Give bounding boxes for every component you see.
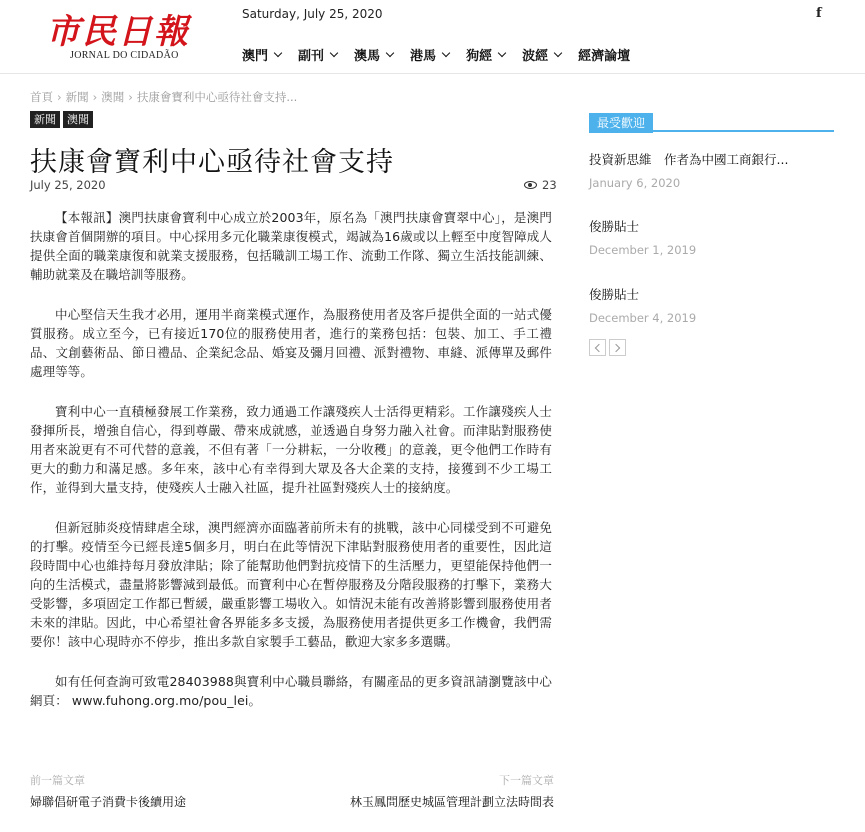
nav-label: 經濟論壇 xyxy=(578,48,631,64)
chevron-left-icon xyxy=(595,343,603,351)
popular-heading-label: 最受歡迎 xyxy=(589,113,653,133)
popular-item-title[interactable]: 投資新思維 作者為中國工商銀行... xyxy=(589,152,789,167)
logo-portuguese: JORNAL DO CIDADÃO xyxy=(70,50,179,61)
popular-pager xyxy=(589,339,629,356)
popular-item xyxy=(589,150,829,190)
next-article-label: 下一篇文章 xyxy=(499,774,554,787)
site-logo[interactable] xyxy=(46,4,196,66)
nav-label: 副刊 xyxy=(298,48,325,64)
view-count-value: 23 xyxy=(542,178,557,192)
nav-label: 澳馬 xyxy=(354,48,381,64)
chevron-down-icon xyxy=(386,49,394,57)
article-title: 扶康會寶利中心亟待社會支持 xyxy=(30,147,394,178)
breadcrumb-macau-news[interactable]: 澳聞 xyxy=(101,90,125,104)
eye-icon xyxy=(524,181,537,189)
article-paragraph: 中心堅信天生我才必用，運用半商業模式運作，為服務使用者及客戶提供全面的一站式優質服務。成立至今，已有接近170位的服務使用者，進行的業務包括：包裝、加工、手工禮品、文創藝術品、節日禮品、企業紀念品、婚宴及彌月回禮、派對禮物、車縫、派傳單及郵件處理等等。 xyxy=(30,307,552,379)
breadcrumb xyxy=(30,89,297,105)
article-body xyxy=(30,208,552,731)
popular-heading xyxy=(589,112,834,132)
facebook-icon[interactable]: f xyxy=(816,6,822,21)
article-paragraph: 如有任何查詢可致電28403988與寶利中心職員聯絡，有關產品的更多資訊請瀏覽該中心網頁： www.fuhong.org.mo/pou_lei。 xyxy=(30,674,552,708)
chevron-down-icon xyxy=(442,49,450,57)
breadcrumb-current: 扶康會寶利中心亟待社會支持... xyxy=(136,90,298,104)
article-paragraph: 【本報訊】澳門扶康會寶利中心成立於2003年，原名為「澳門扶康會寶翠中心」，是澳門扶康會首個開辦的項目。中心採用多元化職業康復模式，竭誠為16歲或以上輕至中度智障成人提供全面的職業康復和就業支援服務，包括職訓工場工作、流動工作隊、獨立生活技能訓練、輔助就業及在職培訓等服務。 xyxy=(30,210,552,282)
view-count xyxy=(524,178,557,192)
chevron-right-icon xyxy=(612,343,620,351)
breadcrumb-news[interactable]: 新聞 xyxy=(65,90,89,104)
breadcrumb-separator: › xyxy=(92,90,98,104)
next-article-link[interactable]: 林玉鳳問歷史城區管理計劃立法時間表 xyxy=(349,795,554,809)
chevron-down-icon xyxy=(330,49,338,57)
popular-item-title[interactable]: 俊勝貼士 xyxy=(589,219,640,234)
chevron-down-icon xyxy=(498,49,506,57)
tag-macau-news[interactable]: 澳聞 xyxy=(63,111,93,128)
breadcrumb-separator: › xyxy=(57,90,62,104)
nav-label: 波經 xyxy=(522,48,549,64)
nav-label: 狗經 xyxy=(466,48,493,64)
prev-article-link[interactable]: 婦聯倡研電子消費卡後續用途 xyxy=(30,795,187,809)
logo-chinese: 市民日報 xyxy=(46,12,190,52)
nav-label: 港馬 xyxy=(410,48,437,64)
popular-item-date: December 1, 2019 xyxy=(589,243,697,257)
article-paragraph: 寶利中心一直積極發展工作業務，致力通過工作讓殘疾人士活得更精彩。工作讓殘疾人士發揮所長，增強自信心，得到尊嚴、帶來成就感，並透過自身努力融入社會。而津貼對服務使用者來說更有不可代替的意義，不但有著「一分耕耘，一分收穫」的意義，更令他們工作時有更大的動力和滿足感。多年來，該中心有幸得到大眾及各大企業的支持，接獲到不少工場工作，並得到大量支持，使殘疾人士融入社區，提升社區對殘疾人士的接納度。 xyxy=(30,404,552,495)
tag-news[interactable]: 新聞 xyxy=(30,111,60,128)
next-page-button[interactable] xyxy=(609,339,626,356)
popular-item-date: December 4, 2019 xyxy=(589,311,697,325)
prev-article-label: 前一篇文章 xyxy=(30,774,85,787)
nav-item-football[interactable] xyxy=(522,40,561,68)
nav-item-macau-racing[interactable] xyxy=(354,40,393,68)
popular-item xyxy=(589,217,829,257)
article-date: July 25, 2020 xyxy=(30,178,106,192)
prev-page-button[interactable] xyxy=(589,339,606,356)
nav-item-hk-racing[interactable] xyxy=(410,40,449,68)
category-tags xyxy=(30,111,96,128)
nav-item-greyhound[interactable] xyxy=(466,40,505,68)
breadcrumb-home[interactable]: 首頁 xyxy=(30,90,53,104)
header-date: Saturday, July 25, 2020 xyxy=(242,7,383,21)
popular-item-date: January 6, 2020 xyxy=(589,176,681,190)
breadcrumb-separator: › xyxy=(128,90,133,104)
nav-label: 澳門 xyxy=(242,48,269,64)
article-paragraph: 但新冠肺炎疫情肆虐全球，澳門經濟亦面臨著前所未有的挑戰，該中心同樣受到不可避免的打擊。疫情至今已經長達5個多月，明白在此等情況下津貼對服務使用者的重要性，因此這段時間中心也維持每月發放津貼；除了能幫助他們對抗疫情下的生活壓力，更望能保持他們一向的生活模式，盡量將影響減到最低。而寶利中心在暫停服務及分階段服務的打擊下，業務大受影響，多項固定工作都已暫緩，嚴重影響工場收入。如情況未能有改善將影響到服務使用者未來的津貼。因此，中心希望社會各界能多多支援，為服務使用者提供更多工作機會，我們需要你！該中心現時亦不停步，推出多款自家製手工藝品，歡迎大家多多選購。 xyxy=(30,520,552,649)
chevron-down-icon xyxy=(554,49,562,57)
main-nav xyxy=(242,40,647,68)
popular-item xyxy=(589,285,829,325)
site-header xyxy=(0,0,865,74)
chevron-down-icon xyxy=(274,49,282,57)
popular-item-title[interactable]: 俊勝貼士 xyxy=(589,287,640,302)
nav-item-economy[interactable] xyxy=(578,40,630,68)
nav-item-supplement[interactable] xyxy=(298,40,337,68)
nav-item-macau[interactable] xyxy=(242,40,281,68)
